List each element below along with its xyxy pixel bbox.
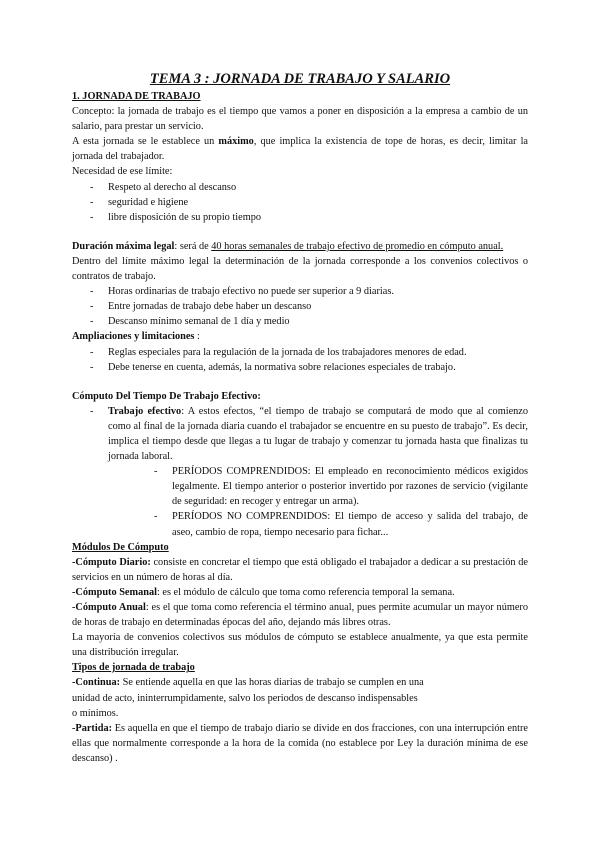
paragraph-maximo: A esta jornada se le establece un máximo, que implica la existencia de tope de horas, es decir, limitar la jornada del trabajador. [72,136,528,163]
paragraph-dentro: Dentro del límite máximo legal la determinación de la jornada corresponde a los convenios colectivos o contratos de trabajo. [72,255,528,283]
list-item: - Horas ordinarias de trabajo efectivo no puede ser superior a 9 diarias. [90,286,394,298]
list-item: - Respeto al derecho al descanso [90,181,237,193]
list-item: - Entre jornadas de trabajo debe haber un descanso [90,301,312,313]
paragraph-continua: -Continua: Se entiende aquella en que las horas diarias de trabajo se cumplen en una unidad de acto, ininterrumpidamente, salvo los periodos de descanso indispensables o mínimos. [72,677,424,719]
periodos-list [72,464,528,539]
paragraph-concepto: Concepto: la jornada de trabajo es el tiempo que vamos a poner en disposición a la empresa a cambio de un salario, para prestar un servicio. [72,106,528,133]
list-item: - seguridad e higiene [90,196,189,208]
paragraph-partida: -Partida: Es aquella en que el tiempo de trabajo diario se divide en dos fracciones, con una interrupción entre ellas que normalmente corresponde a la hora de la comida (no establece por Ley la duración mínima de ese descanso) . [72,722,528,764]
paragraph-computo-anual: -Cómputo Anual: es el que toma como referencia el término anual, pues permite acumular un mayor número de horas de trabajo en determinadas épocas del año, dejando más libres otras. [72,602,528,629]
paragraph-computo-semanal: -Cómputo Semanal: es el módulo de cálculo que toma como referencia temporal la semana. [72,586,455,598]
section-heading-jornada: 1. JORNADA DE TRABAJO [72,91,201,102]
limite-list [72,180,528,225]
duracion-list [72,284,528,329]
ampliaciones-list [72,345,528,375]
paragraph-computo-diario: -Cómputo Diario: consiste en concretar el tiempo que está obligado el trabajador a dedicar a su prestación de servicios en un número de horas al día. [72,556,528,583]
list-item: - libre disposición de su propio tiempo [90,211,262,223]
paragraph-duracion: Duración máxima legal: será de 40 horas semanales de trabajo efectivo de promedio en cómputo anual. [72,240,504,252]
computo-list [72,404,528,464]
list-item: - Debe tenerse en cuenta, además, la normativa sobre relaciones especiales de trabajo. [90,361,456,373]
heading-computo: Cómputo Del Tiempo De Trabajo Efectivo: [72,390,261,402]
list-item-periodos-comprendidos: - PERÍODOS COMPRENDIDOS: El empleado en reconocimiento médicos exigidos legalmente. El tiempo anterior o posterior invertido por razones de servicio (vigilante de seguridad: en recoger y entregar un arma). [154,466,528,508]
document-title: TEMA 3 : JORNADA DE TRABAJO Y SALARIO [149,71,451,87]
list-item: - Descanso mínimo semanal de 1 día y medio [90,316,290,328]
list-item: - Reglas especiales para la regulación de la jornada de los trabajadores menores de edad. [90,346,467,358]
document-page [72,70,528,766]
heading-ampliaciones: Ampliaciones y limitaciones : [72,331,200,343]
paragraph-mayoria: La mayoría de convenios colectivos sus módulos de cómputo se establece anualmente, ya que esta permite una distribución irregular. [72,632,528,659]
list-item-trabajo-efectivo: - Trabajo efectivo: A estos efectos, “el tiempo de trabajo se computará de modo que al comienzo como al final de la jornada diaria cuando el trabajador se encuentre en su puesto de trabajo”. Es decir, implica el tiempo desde que llegas a tu lugar de trabajo y comenzar tu jornada hasta que finalizas tu jornada laboral. [90,405,529,463]
heading-tipos: Tipos de jornada de trabajo [72,662,195,674]
paragraph-necesidad: Necesidad de ese límite: [72,166,173,178]
list-item-periodos-no-comprendidos: - PERÍODOS NO COMPRENDIDOS: El tiempo de acceso y salida del trabajo, de aseo, cambio de ropa, tiempo necesario para fichar... [154,511,528,538]
heading-modulos: Módulos De Cómputo [72,541,169,553]
